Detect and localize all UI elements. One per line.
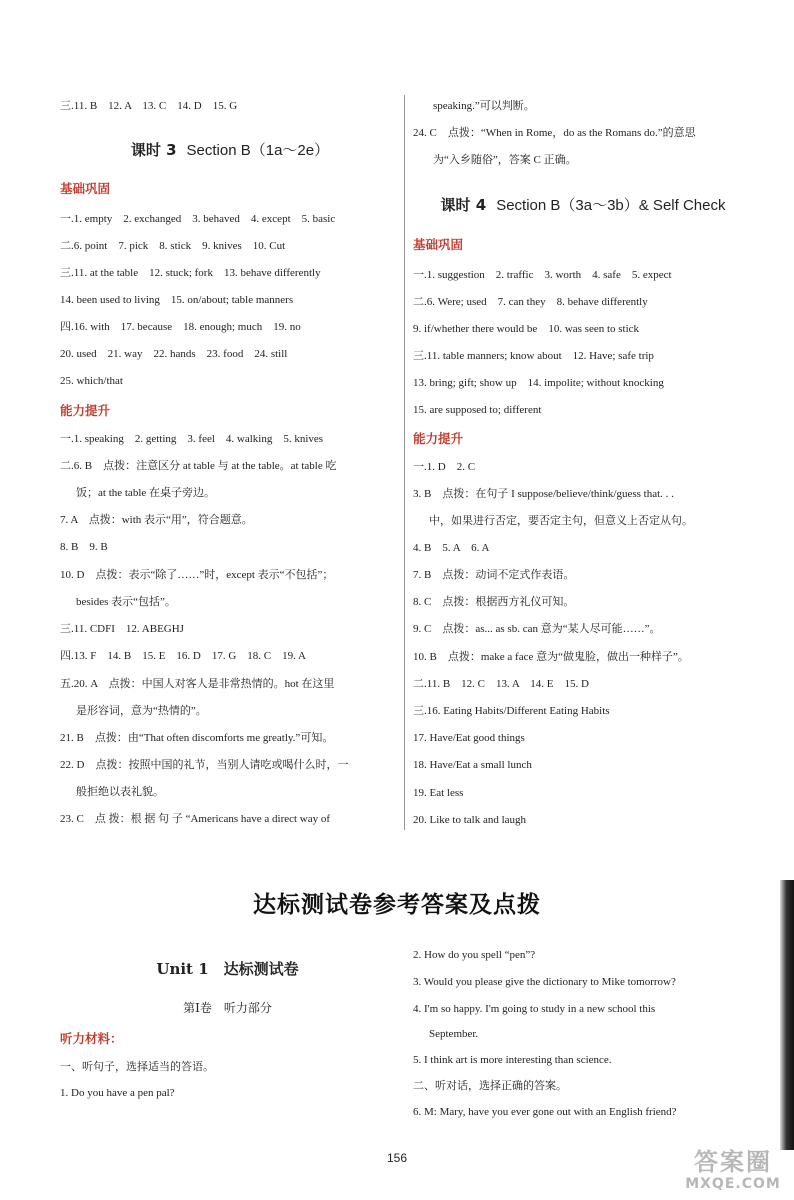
answer-line: 19. Eat less [413, 787, 464, 799]
answer-line: 三.11. CDFI 12. ABEGHJ [60, 623, 184, 635]
answer-line: 二.6. B 点拨：注意区分 at table 与 at the table。at table 吃 [60, 460, 337, 472]
answer-line: 22. D 点拨：按照中国的礼节，当别人请吃或喝什么时，一 [60, 759, 349, 771]
answer-line: 二.6. point 7. pick 8. stick 9. knives 10. Cut [60, 240, 286, 252]
answer-line: 10. D 点拨：表示“除了……”时，except 表示“不包括”； [60, 569, 334, 581]
basic-heading: 基础巩固 [60, 181, 111, 196]
answer-line: 四.13. F 14. B 15. E 16. D 17. G 18. C 19. A [60, 650, 306, 662]
question-line: 5. I think art is more interesting than science. [413, 1054, 612, 1066]
question-line: 2. How do you spell “pen”? [413, 949, 536, 961]
answer-line: 为“入乡随俗”，答案 C 正确。 [433, 154, 577, 166]
answer-line: 是形容词，意为“热情的”。 [76, 705, 207, 717]
answer-line: 五.20. A 点拨：中国人对客人是非常热情的。hot 在这里 [60, 678, 335, 690]
answer-line: 24. C 点拨：“When in Rome，do as the Romans do.”的意思 [413, 127, 696, 139]
page-number: 156 [386, 1151, 408, 1165]
answer-line: 三.11. at the table 12. stuck; fork 13. behave differently [60, 267, 321, 279]
answer-line: 23. C 点 拨：根 据 句 子 “Americans have a direct way of [60, 813, 331, 825]
lesson3-title [60, 141, 400, 160]
question-line: 二、听对话，选择正确的答案。 [413, 1080, 567, 1092]
section-label: Section B（3a～3b）& Self Check [496, 197, 726, 214]
question-line: 4. I'm so happy. I'm going to study in a new school this [413, 1003, 656, 1015]
answer-line: 9. C 点拨：as... as sb. can 意为“某人尽可能……”。 [413, 623, 661, 635]
answer-line: 21. B 点拨：由“That often discomforts me greatly.”可知。 [60, 732, 334, 744]
watermark-bottom: MXQE.COM [685, 1176, 781, 1192]
answer-line: 25. which/that [60, 375, 123, 387]
lesson-label: 课时 4 [440, 196, 487, 214]
question-line: 1. Do you have a pen pal? [60, 1087, 175, 1099]
answer-line: 二.6. Were; used 7. can they 8. behave differently [413, 296, 648, 308]
answer-line: 14. been used to living 15. on/about; table manners [60, 294, 294, 306]
answer-line: 一.1. suggestion 2. traffic 3. worth 4. safe 5. expect [413, 269, 672, 281]
page-edge-strip [780, 880, 794, 1150]
section-label: Section B（1a～2e） [186, 142, 330, 159]
answer-line: 四.16. with 17. because 18. enough; much 19. no [60, 321, 301, 333]
question-line: 3. Would you please give the dictionary to Mike tomorrow? [413, 976, 676, 988]
watermark-logo [678, 1148, 788, 1196]
lesson4-title [413, 196, 753, 215]
answer-line: 3. B 点拨：在句子 I suppose/believe/think/guess that. . . [413, 488, 674, 500]
answer-line: 20. used 21. way 22. hands 23. food 24. still [60, 348, 288, 360]
answer-line: 中，如果进行否定，要否定主句，但意义上否定从句。 [429, 515, 693, 527]
ability-heading: 能力提升 [413, 431, 464, 446]
answer-line: 8. C 点拨：根据西方礼仪可知。 [413, 596, 575, 608]
answer-line: 一.1. speaking 2. getting 3. feel 4. walking 5. knives [60, 433, 324, 445]
answer-line: 三.16. Eating Habits/Different Eating Habits [413, 705, 610, 717]
answer-line: 饭；at the table 在桌子旁边。 [76, 487, 216, 499]
answer-line: 10. B 点拨：make a face 意为“做鬼脸，做出一种样子”。 [413, 651, 689, 663]
answer-line: 三.11. table manners; know about 12. Have; safe trip [413, 350, 654, 362]
question-line: 6. M: Mary, have you ever gone out with an English friend? [413, 1106, 677, 1118]
answer-line: 17. Have/Eat good things [413, 732, 525, 744]
answer-line: 7. A 点拨：with 表示“用”，符合题意。 [60, 514, 253, 526]
answer-line: 9. if/whether there would be 10. was seen to stick [413, 323, 640, 335]
answers-section-title: 达标测试卷参考答案及点拨 [253, 892, 541, 918]
column-divider [404, 95, 405, 830]
basic-heading: 基础巩固 [413, 237, 464, 252]
answer-line: 8. B 9. B [60, 541, 108, 553]
answer-line: 4. B 5. A 6. A [413, 542, 490, 554]
answer-line: 7. B 点拨：动词不定式作表语。 [413, 569, 575, 581]
watermark-top: 答案圈 [694, 1148, 772, 1176]
ability-heading: 能力提升 [60, 403, 111, 418]
question-line: September. [429, 1028, 479, 1040]
answer-line: 一.1. empty 2. exchanged 3. behaved 4. except 5. basic [60, 213, 336, 225]
answer-line: 一.1. D 2. C [413, 461, 476, 473]
answer-line: 15. are supposed to; different [413, 404, 542, 416]
answer-line: 三.11. B 12. A 13. C 14. D 15. G [60, 100, 238, 112]
listening-heading: 听力材料： [60, 1031, 123, 1046]
answer-line: 二.11. B 12. C 13. A 14. E 15. D [413, 678, 589, 690]
answer-line: besides 表示“包括”。 [76, 596, 176, 608]
answer-line: 13. bring; gift; show up 14. impolite; without knocking [413, 377, 664, 389]
lesson-label: 课时 3 [130, 141, 177, 159]
answer-line: speaking.”可以判断。 [433, 100, 535, 112]
answer-line: 18. Have/Eat a small lunch [413, 759, 532, 771]
question-line: 一、听句子，选择适当的答语。 [60, 1061, 214, 1073]
answer-line: 般拒绝以表礼貌。 [76, 786, 164, 798]
answer-line: 20. Like to talk and laugh [413, 814, 527, 826]
unit-title: Unit 1 达标测试卷 [156, 960, 299, 978]
part-title: 第Ⅰ卷 听力部分 [183, 1001, 272, 1015]
